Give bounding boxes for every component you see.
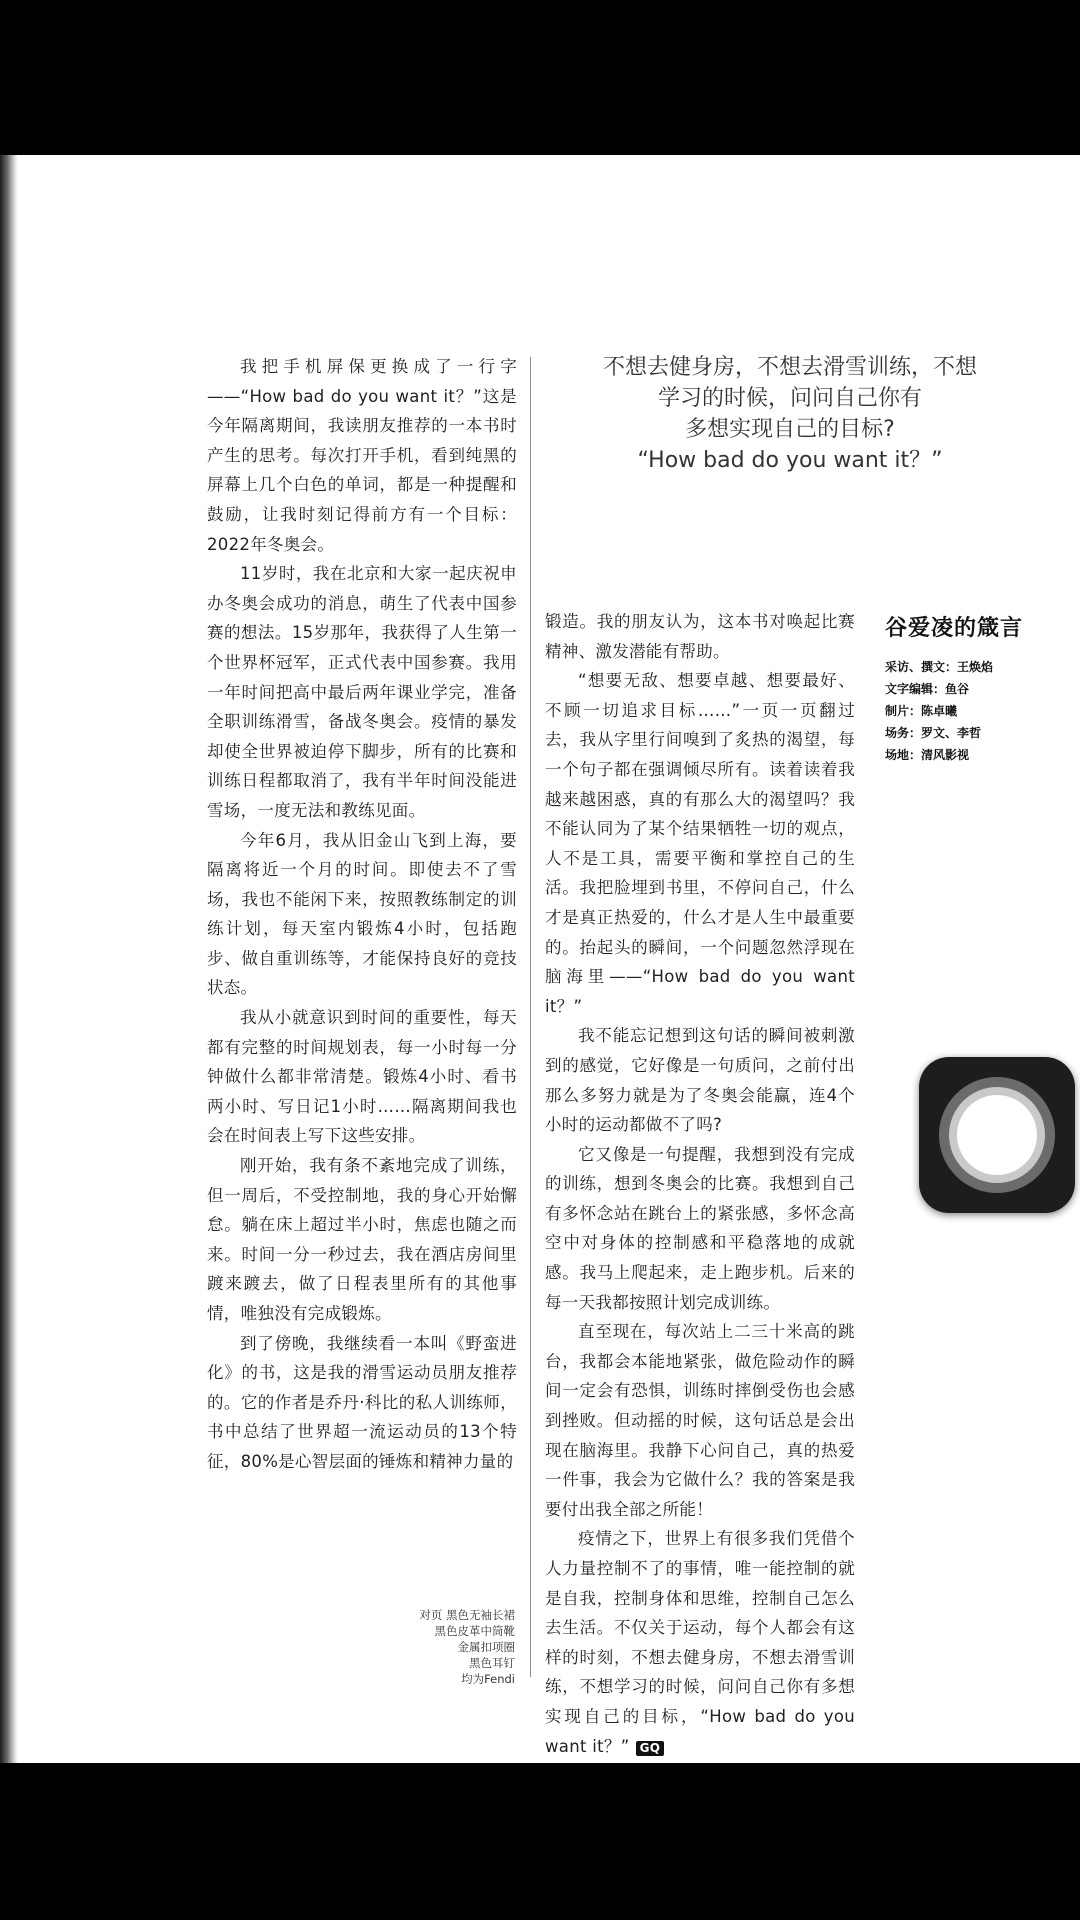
article-paragraph-last — [545, 1524, 855, 1761]
magazine-page — [0, 155, 1080, 1763]
credit-line: 场地：清风影视 — [885, 748, 970, 762]
credit-line: 文字编辑：鱼谷 — [885, 682, 970, 696]
article-paragraph: 我把手机屏保更换成了一行字——“How bad do you want it？”这是今年隔离期间，我读朋友推荐的一本书时产生的思考。每次打开手机，看到纯黑的屏幕上几个白色的单词，都是一种提醒和鼓励，让我时刻记得前方有一个目标：2022年冬奥会。 — [207, 357, 517, 554]
assistive-touch-icon — [939, 1077, 1055, 1193]
article-title: 谷爱凌的箴言 — [885, 616, 1024, 641]
assistive-touch-button[interactable] — [919, 1057, 1075, 1213]
pull-quote-line: “How bad do you want it？” — [637, 448, 943, 473]
photo-caption — [400, 1607, 515, 1687]
credit-line: 制片：陈卓曦 — [885, 704, 958, 718]
article-column-right — [545, 607, 855, 1761]
article-paragraph: 刚开始，我有条不紊地完成了训练，但一周后，不受控制地，我的身心开始懈怠。躺在床上超过半小时，焦虑也随之而来。时间一分一秒过去，我在酒店房间里踱来踱去，做了日程表里所有的其他事情，唯独没有完成锻炼。 — [207, 1156, 517, 1323]
caption-line: 黑色皮革中筒靴 — [434, 1624, 515, 1638]
page-edge-shadow — [0, 155, 18, 1763]
article-paragraph: 我不能忘记想到这句话的瞬间被刺激到的感觉，它好像是一句质问，之前付出那么多努力就是为了冬奥会能赢，连4个小时的运动都做不了吗? — [545, 1026, 855, 1135]
caption-line: 对页 黑色无袖长裙 — [419, 1608, 515, 1622]
caption-line: 金属扣项圈 — [457, 1640, 515, 1654]
article-paragraph: 11岁时，我在北京和大家一起庆祝申办冬奥会成功的消息，萌生了代表中国参赛的想法。15岁那年，我获得了人生第一个世界杯冠军，正式代表中国参赛。我用一年时间把高中最后两年课业学完，准备全职训练滑雪，备战冬奥会。疫情的暴发却使全世界被迫停下脚步，所有的比赛和训练日程都取消了，我有半年时间没能进雪场，一度无法和教练见面。 — [207, 564, 517, 820]
gq-end-mark-icon: GQ — [636, 1741, 665, 1756]
pull-quote-line: 不想去健身房，不想去滑雪训练，不想 — [602, 355, 977, 380]
credit-line: 场务：罗文、李哲 — [885, 726, 982, 740]
article-paragraph-text: 疫情之下，世界上有很多我们凭借个人力量控制不了的事情，唯一能控制的就是自我，控制身体和思维，控制自己怎么去生活。不仅关于运动，每个人都会有这样的时刻，不想去健身房，不想去滑雪训练，不想学习的时候，问问自己你有多想实现自己的目标，“How bad do you want it？” — [545, 1529, 855, 1756]
pull-quote-line: 学习的时候，问问自己你有 — [657, 386, 922, 411]
credit-line: 采访、撰文：王焕焰 — [885, 660, 994, 674]
caption-line: 黑色耳钉 — [469, 1656, 515, 1670]
article-paragraph: 今年6月，我从旧金山飞到上海，要隔离将近一个月的时间。即使去不了雪场，我也不能闲下来，按照教练制定的训练计划，每天室内锻炼4小时，包括跑步、做自重训练等，才能保持良好的竞技状态。 — [207, 830, 517, 998]
article-paragraph: 我从小就意识到时间的重要性，每天都有完整的时间规划表，每一小时每一分钟做什么都非常清楚。锻炼4小时、看书两小时、写日记1小时……隔离期间我也会在时间表上写下这些安排。 — [207, 1008, 517, 1146]
article-paragraph: “想要无敌、想要卓越、想要最好、不顾一切追求目标……”一页一页翻过去，我从字里行间嗅到了炙热的渴望，每一个句子都在强调倾尽所有。读着读着我越来越困惑，真的有那么大的渴望吗？我不能认同为了某个结果牺牲一切的观点，人不是工具，需要平衡和掌控自己的生活。我把脸埋到书里，不停问自己，什么才是真正热爱的，什么才是人生中最重要的。抬起头的瞬间，一个问题忽然浮现在脑海里——“How bad do you want it？” — [545, 671, 855, 1016]
article-column-left — [207, 352, 517, 1477]
article-paragraph: 它又像是一句提醒，我想到没有完成的训练，想到冬奥会的比赛。我想到自己有多怀念站在跳台上的紧张感，多怀念高空中对身体的控制感和平稳落地的成就感。我马上爬起来，走上跑步机。后来的每一天我都按照计划完成训练。 — [545, 1144, 855, 1312]
article-sidebar — [885, 611, 1075, 766]
pull-quote — [585, 352, 995, 476]
column-divider — [530, 357, 531, 1677]
article-paragraph: 直至现在，每次站上二三十米高的跳台，我都会本能地紧张，做危险动作的瞬间一定会有恐惧，训练时摔倒受伤也会感到挫败。但动摇的时候，这句话总是会出现在脑海里。我静下心问自己，真的热爱一件事，我会为它做什么？我的答案是我要付出我全部之所能！ — [545, 1322, 855, 1519]
article-paragraph: 锻造。我的朋友认为，这本书对唤起比赛精神、激发潜能有帮助。 — [545, 612, 855, 661]
pull-quote-line: 多想实现自己的目标? — [685, 417, 895, 442]
caption-line: 均为Fendi — [461, 1672, 515, 1686]
article-paragraph: 到了傍晚，我继续看一本叫《野蛮进化》的书，这是我的滑雪运动员朋友推荐的。它的作者是乔丹·科比的私人训练师，书中总结了世界超一流运动员的13个特征，80%是心智层面的锤炼和精神力量的 — [207, 1333, 517, 1471]
